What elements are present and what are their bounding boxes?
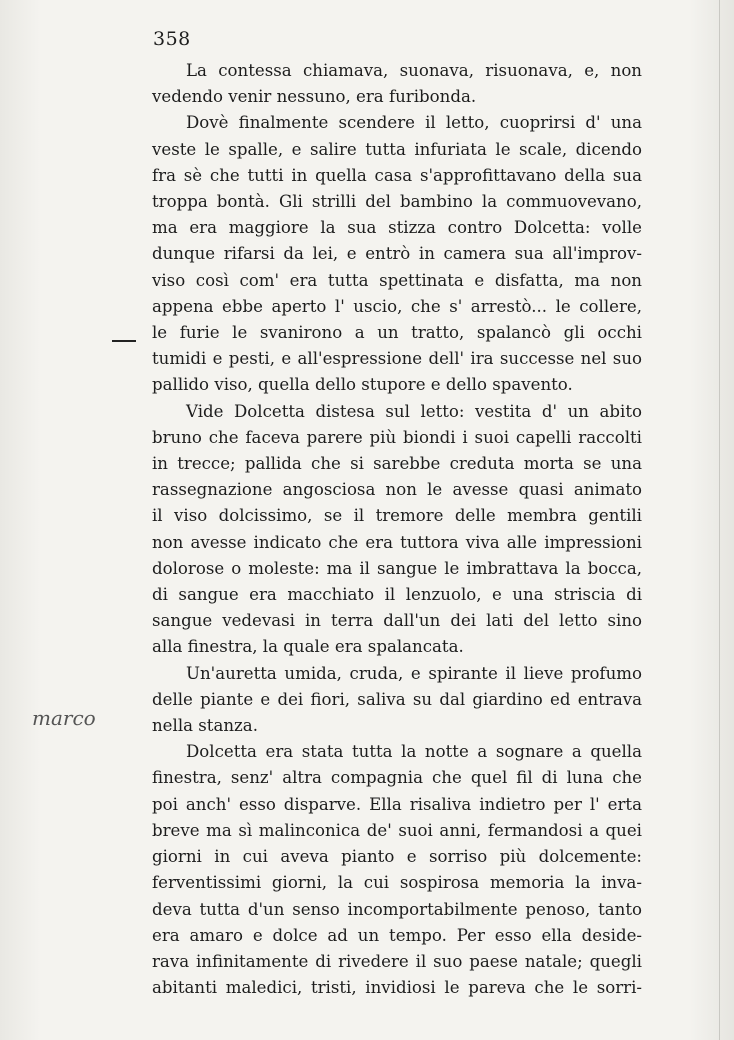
text-line: rava infinitamente di rivedere il suo paese natale; quegli xyxy=(152,951,642,971)
text-line: rassegnazione angosciosa non le avesse quasi animato xyxy=(152,480,642,500)
text-line: finestra, senz' altra compagnia che quel fil di luna che xyxy=(152,768,642,788)
handwritten-margin-note: marco xyxy=(32,706,96,730)
text-line: nella stanza. xyxy=(152,716,258,736)
text-line: fra sè che tutti in quella casa s'approfittavano della sua xyxy=(152,165,642,185)
text-line: Dolcetta era stata tutta la notte a sognare a quella xyxy=(186,742,642,762)
text-line: delle piante e dei fiori, saliva su dal giardino ed entrava xyxy=(152,689,642,709)
text-line: dunque rifarsi da lei, e entrò in camera sua all'improv- xyxy=(152,244,642,264)
margin-mark xyxy=(112,340,136,342)
text-line: tumidi e pesti, e all'espressione dell' ira successe nel suo xyxy=(152,349,642,369)
text-line: breve ma sì malinconica de' suoi anni, fermandosi a quei xyxy=(152,820,642,840)
page-number: 358 xyxy=(153,28,191,50)
body-text xyxy=(152,58,642,1001)
paragraph xyxy=(152,739,642,1001)
paragraph xyxy=(152,110,642,398)
paragraph xyxy=(152,661,642,740)
text-line: deva tutta d'un senso incomportabilmente penoso, tanto xyxy=(152,899,642,919)
text-line: sangue vedevasi in terra dall'un dei lati del letto sino xyxy=(152,611,642,631)
text-line: non avesse indicato che era tuttora viva alle impressioni xyxy=(152,532,642,552)
text-line: vedendo venir nessuno, era furibonda. xyxy=(152,87,477,107)
text-line: il viso dolcissimo, se il tremore delle membra gentili xyxy=(152,506,642,526)
text-line: veste le spalle, e salire tutta infuriata le scale, dicendo xyxy=(152,139,642,159)
text-line: viso così com' era tutta spettinata e disfatta, ma non xyxy=(152,270,642,290)
text-line: poi anch' esso disparve. Ella risaliva indietro per l' erta xyxy=(152,794,642,814)
paragraph xyxy=(152,58,642,110)
text-line: Un'auretta umida, cruda, e spirante il lieve profumo xyxy=(186,663,642,683)
text-line: di sangue era macchiato il lenzuolo, e una striscia di xyxy=(152,585,642,605)
text-line: Dovè finalmente scendere il letto, cuoprirsi d' una xyxy=(186,113,642,133)
text-line: dolorose o moleste: ma il sangue le imbrattava la bocca, xyxy=(152,558,642,578)
text-line: alla finestra, la quale era spalancata. xyxy=(152,637,464,657)
text-line: era amaro e dolce ad un tempo. Per esso ella deside- xyxy=(152,925,642,945)
text-line: Vide Dolcetta distesa sul letto: vestita d' un abito xyxy=(186,401,642,421)
text-line: giorni in cui aveva pianto e sorriso più dolcemente: xyxy=(152,847,642,867)
text-line: ma era maggiore la sua stizza contro Dolcetta: volle xyxy=(152,218,642,238)
text-line: La contessa chiamava, suonava, risuonava, e, non xyxy=(186,61,642,80)
text-line: abitanti maledici, tristi, invidiosi le pareva che le sorri- xyxy=(152,978,642,998)
text-line: in trecce; pallida che si sarebbe creduta morta se una xyxy=(152,454,642,474)
text-line: troppa bontà. Gli strilli del bambino la commuovevano, xyxy=(152,192,642,212)
text-line: appena ebbe aperto l' uscio, che s' arrestò... le collere, xyxy=(152,296,642,316)
text-line: le furie le svanirono a un tratto, spalancò gli occhi xyxy=(152,323,642,343)
text-line: pallido viso, quella dello stupore e dello spavento. xyxy=(152,375,573,395)
text-line: bruno che faceva parere più biondi i suoi capelli raccolti xyxy=(152,427,642,447)
text-line: ferventissimi giorni, la cui sospirosa memoria la inva- xyxy=(152,873,642,893)
page-edge xyxy=(719,0,720,1040)
paragraph xyxy=(152,399,642,661)
